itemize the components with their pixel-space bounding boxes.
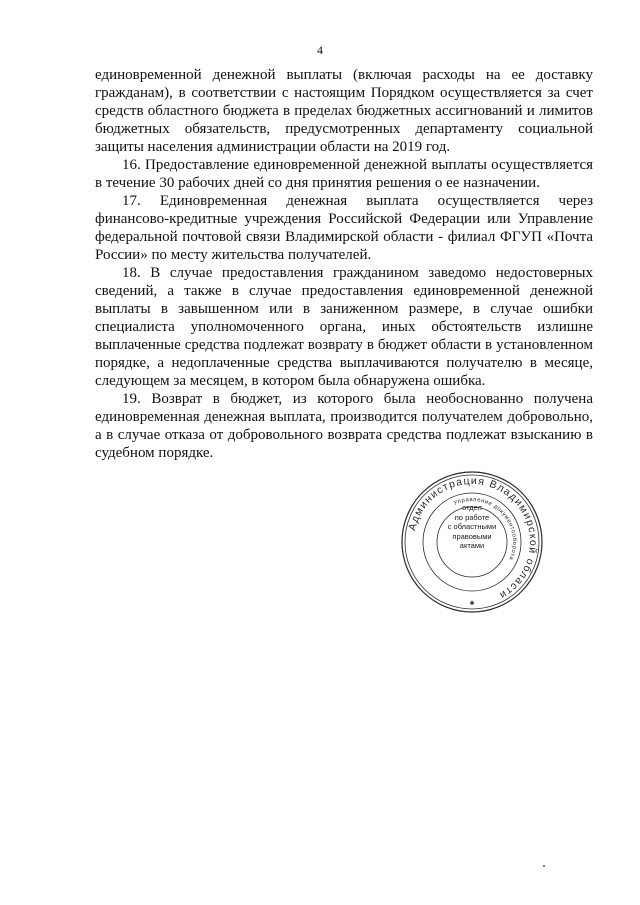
seal-center-line: с областными <box>447 522 497 531</box>
official-seal-stamp <box>400 470 544 614</box>
seal-center-line: актами <box>459 541 485 550</box>
paragraph-19: 19. Возврат в бюджет, из которого была необоснованно получена единовременная денежная выплата, производится получателем добровольно, а в случае отказа от добровольного возврата средства подлежат взысканию в судебном порядке. <box>95 391 593 461</box>
seal-center-line: правовыми <box>452 531 492 541</box>
seal-center-line: по работе <box>454 512 490 522</box>
seal-inner-text: Управление документооборота <box>453 496 518 562</box>
seal-center-line: отдел <box>462 503 482 512</box>
seal-outer-text: Администрация Владимирской области <box>406 474 540 602</box>
paragraph-continuation: единовременной денежной выплаты (включая расходы на ее доставку гражданам), в соответствии с настоящим Порядком осуществляется за счет средств областного бюджета в пределах бюджетных ассигнований и лимитов бюджетных обязательств, предусмотренных департаменту социальной защиты населения администрации области на 2019 год. <box>95 67 593 155</box>
document-body <box>95 66 593 462</box>
paragraph-18: 18. В случае предоставления гражданином заведомо недостоверных сведений, а также в случае предоставления единовременной денежной выплаты в завышенном или в заниженном размере, в случае ошибки специалиста уполномоченного органа, иных обстоятельств излишне выплаченные средства подлежат возврату в бюджет области в установленном порядке, а недоплаченные средства выплачиваются получателю в месяце, следующем за месяцем, в котором была обнаружена ошибка. <box>95 265 593 389</box>
paragraph-17: 17. Единовременная денежная выплата осуществляется через финансово-кредитные учреждения Российской Федерации или Управление федеральной почтовой связи Владимирской области - филиал ФГУП «Почта России» по месту жительства получателей. <box>95 193 593 263</box>
scan-speck <box>543 865 545 867</box>
seal-star-icon: ✱ <box>469 600 475 607</box>
paragraph-16: 16. Предоставление единовременной денежной выплаты осуществляется в течение 30 рабочих дней со дня принятия решения о ее назначении. <box>95 157 593 191</box>
page-number: 4 <box>317 43 323 57</box>
seal-center-text <box>400 503 544 551</box>
